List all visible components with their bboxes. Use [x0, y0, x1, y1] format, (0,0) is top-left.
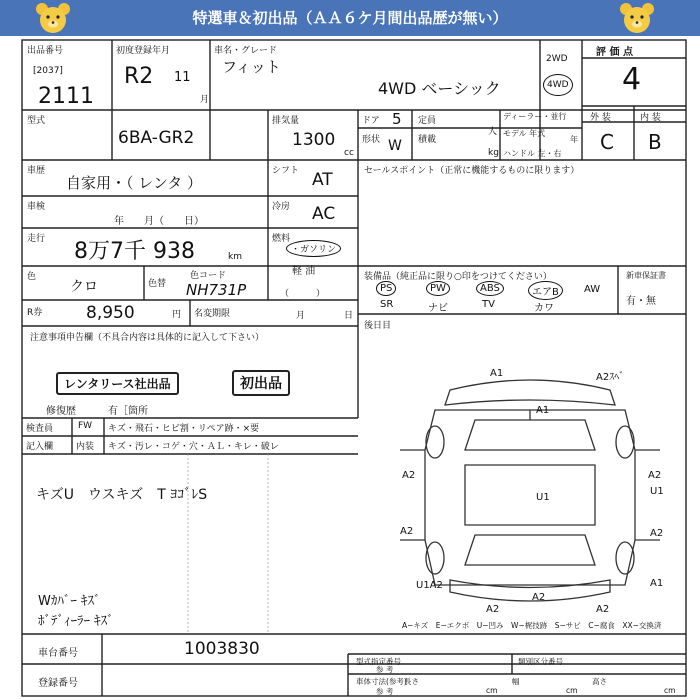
first-registration-label: 初度登録年月: [116, 46, 171, 56]
fw-options: キズ・飛石・ヒビ割・リペア跡・×要: [108, 424, 260, 434]
damage-mark-8: U1: [650, 486, 664, 497]
mileage-unit: km: [228, 252, 242, 262]
score-value: 4: [622, 62, 642, 97]
inspection-label: 車検: [27, 202, 46, 212]
length-label: 長さ: [404, 677, 419, 686]
equip-tv: TV: [482, 299, 495, 310]
color-code-label: 色コード: [190, 271, 227, 281]
dimensions-ref: 参 考: [376, 687, 394, 696]
equipment-label: 装備品（純正品に限り○印をつけてください）: [364, 272, 552, 282]
remarks-label: 記入欄: [26, 442, 54, 452]
equip-pw: PW: [426, 281, 450, 296]
registration-month-unit: 月: [200, 95, 210, 105]
warranty-value: 有・無: [626, 296, 656, 307]
ac-label: 冷房: [272, 202, 291, 212]
shape-label: 形状: [362, 135, 381, 145]
equip-sr: SR: [380, 299, 394, 310]
damage-mark-6: A2: [400, 526, 414, 537]
name-change-month: 月: [296, 311, 306, 321]
recycle-label: R券: [27, 308, 43, 318]
damage-mark-1: A1: [490, 368, 504, 379]
sales-point-label: セールスポイント（正常に機能するものに限ります）: [364, 166, 580, 176]
rental-lease-stamp: レンタリース社出品: [56, 372, 179, 395]
model-label: 型式: [27, 116, 46, 126]
interior-check-label: 内装: [76, 442, 95, 452]
class-number-label: 類別区分番号: [518, 657, 563, 666]
damage-mark-13: A2: [596, 604, 610, 615]
interior-label: 内 装: [640, 113, 661, 123]
door-value: 5: [392, 110, 402, 128]
first-listing-stamp: 初出品: [232, 370, 290, 396]
inspection-value: 年 月（ 日）: [114, 216, 204, 227]
lot-label: 出品番号: [27, 46, 64, 56]
mileage-label: 走行: [27, 234, 46, 244]
handle-label: ハンドル 左・右: [503, 149, 562, 158]
registration-month: 11: [174, 70, 191, 85]
fuel-diesel: 軽 油: [292, 266, 316, 277]
history-value: 自家用・（ レンタ ）: [66, 174, 203, 192]
registration-era: R2: [124, 64, 154, 89]
chassis-label: 車台番号: [38, 648, 78, 659]
capacity-label: 定員: [418, 116, 437, 126]
shape-value: W: [388, 138, 402, 154]
interior-grade: B: [648, 130, 662, 154]
model-code: 6BA-GR2: [118, 128, 195, 148]
displacement-value: 1300: [292, 130, 336, 150]
equip-airbag: エアB: [528, 281, 563, 300]
handwritten-remark-1: キズU ウスキズ T ﾖｺﾞﾚS: [36, 487, 208, 503]
damage-mark-11: A2: [486, 604, 500, 615]
damage-mark-5: A2: [648, 470, 662, 481]
fuel-label: 燃料: [272, 234, 291, 244]
fuel-gasoline-circled: ・ガソリン: [286, 240, 341, 257]
history-label: 車歴: [27, 166, 46, 176]
warranty-label: 新車保証書: [626, 271, 666, 280]
equip-abs: ABS: [476, 281, 504, 296]
type-designation-ref: 参 考: [376, 665, 394, 674]
dimensions-label: 車体寸法(参考): [356, 677, 407, 686]
equip-leather: カワ: [534, 303, 554, 314]
damage-mark-3: A1: [536, 405, 550, 416]
color-label: 色: [27, 272, 37, 282]
displacement-unit: cc: [344, 148, 354, 158]
lot-number: 2111: [38, 84, 94, 109]
height-unit: cm: [664, 686, 676, 695]
damage-mark-9: A2: [650, 528, 664, 539]
width-label: 幅: [512, 677, 520, 686]
height-label: 高さ: [592, 677, 607, 686]
name-change-label: 名変期限: [194, 309, 231, 319]
damage-mark-4: A2: [402, 470, 416, 481]
repair-history-value: 有［箇所: [108, 406, 148, 417]
equip-aw: AW: [584, 284, 601, 295]
handwritten-remark-2: Wｶﾊﾞｰ ｷｽﾞ: [38, 594, 101, 609]
damage-legend: A−キズ E−エクボ U−凹み W−梶技跡 S−サビ C−腐食 XX−交換済: [402, 621, 662, 630]
interior-options: キズ・汚レ・コゲ・穴・ＡＬ・キレ・破レ: [108, 442, 279, 452]
score-label: 評 価 点: [596, 47, 633, 58]
shift-value: AT: [312, 170, 333, 190]
load-unit: kg: [488, 148, 499, 158]
width-unit: cm: [566, 686, 578, 695]
banner-title: 特選車＆初出品（ＡＡ６ケ月間出品歴が無い）: [192, 9, 508, 27]
drive-4wd-circled: 4WD: [543, 74, 573, 96]
car-name: フィット: [222, 58, 281, 76]
exterior-grade: C: [600, 130, 614, 154]
damage-mark-10: U1A2: [416, 580, 443, 591]
lot-small-number: [2037]: [33, 66, 63, 76]
damage-mark-12: A2: [532, 592, 546, 603]
door-label: ドア: [362, 116, 380, 126]
equip-navi: ナビ: [428, 303, 448, 314]
color-value: クロ: [70, 279, 98, 295]
type-designation-label: 型式指定番号: [356, 657, 401, 666]
length-unit: cm: [486, 686, 498, 695]
color-code-value: NH731P: [186, 281, 247, 299]
drive-2wd: 2WD: [546, 54, 568, 64]
car-name-label: 車名・グレード: [214, 46, 278, 56]
fw-label: FW: [78, 421, 93, 431]
car-grade: 4WD ベーシック: [378, 79, 501, 98]
fuel-other: （ ）: [280, 289, 326, 299]
handwritten-remark-3: ﾎﾞﾃﾞｨｰﾗｰ ｷｽﾞ: [38, 614, 114, 629]
exterior-label: 外 装: [590, 113, 611, 123]
shift-label: シフト: [272, 166, 300, 176]
after-label: 後日目: [364, 321, 392, 331]
year-unit: 年: [570, 135, 578, 144]
dealer-label: ディーラー・並行: [503, 112, 567, 121]
notes-label: 注意事項申告欄（不具合内容は具体的に記入して下さい）: [30, 333, 265, 343]
paint-change-label: 色替: [148, 279, 167, 289]
displacement-label: 排気量: [272, 116, 300, 126]
ac-value: AC: [312, 204, 336, 224]
inspector-label: 検査員: [26, 424, 54, 434]
damage-mark-2: A2ｽﾍﾞ: [596, 372, 625, 383]
damage-mark-7: U1: [536, 492, 550, 503]
capacity-unit: 人: [488, 127, 498, 137]
load-label: 積載: [418, 135, 437, 145]
model-year-label: モデル 年式: [503, 129, 546, 138]
mileage-value: 8万7千 938: [74, 239, 195, 264]
equip-ps: PS: [376, 281, 396, 296]
recycle-value: 8,950: [86, 303, 135, 323]
name-change-day: 日: [344, 311, 354, 321]
registration-number-label: 登録番号: [38, 678, 78, 689]
damage-mark-14: A1: [650, 578, 664, 589]
repair-history-label: 修復歴: [46, 406, 76, 417]
chassis-number: 1003830: [184, 639, 260, 659]
recycle-unit: 円: [172, 310, 182, 320]
